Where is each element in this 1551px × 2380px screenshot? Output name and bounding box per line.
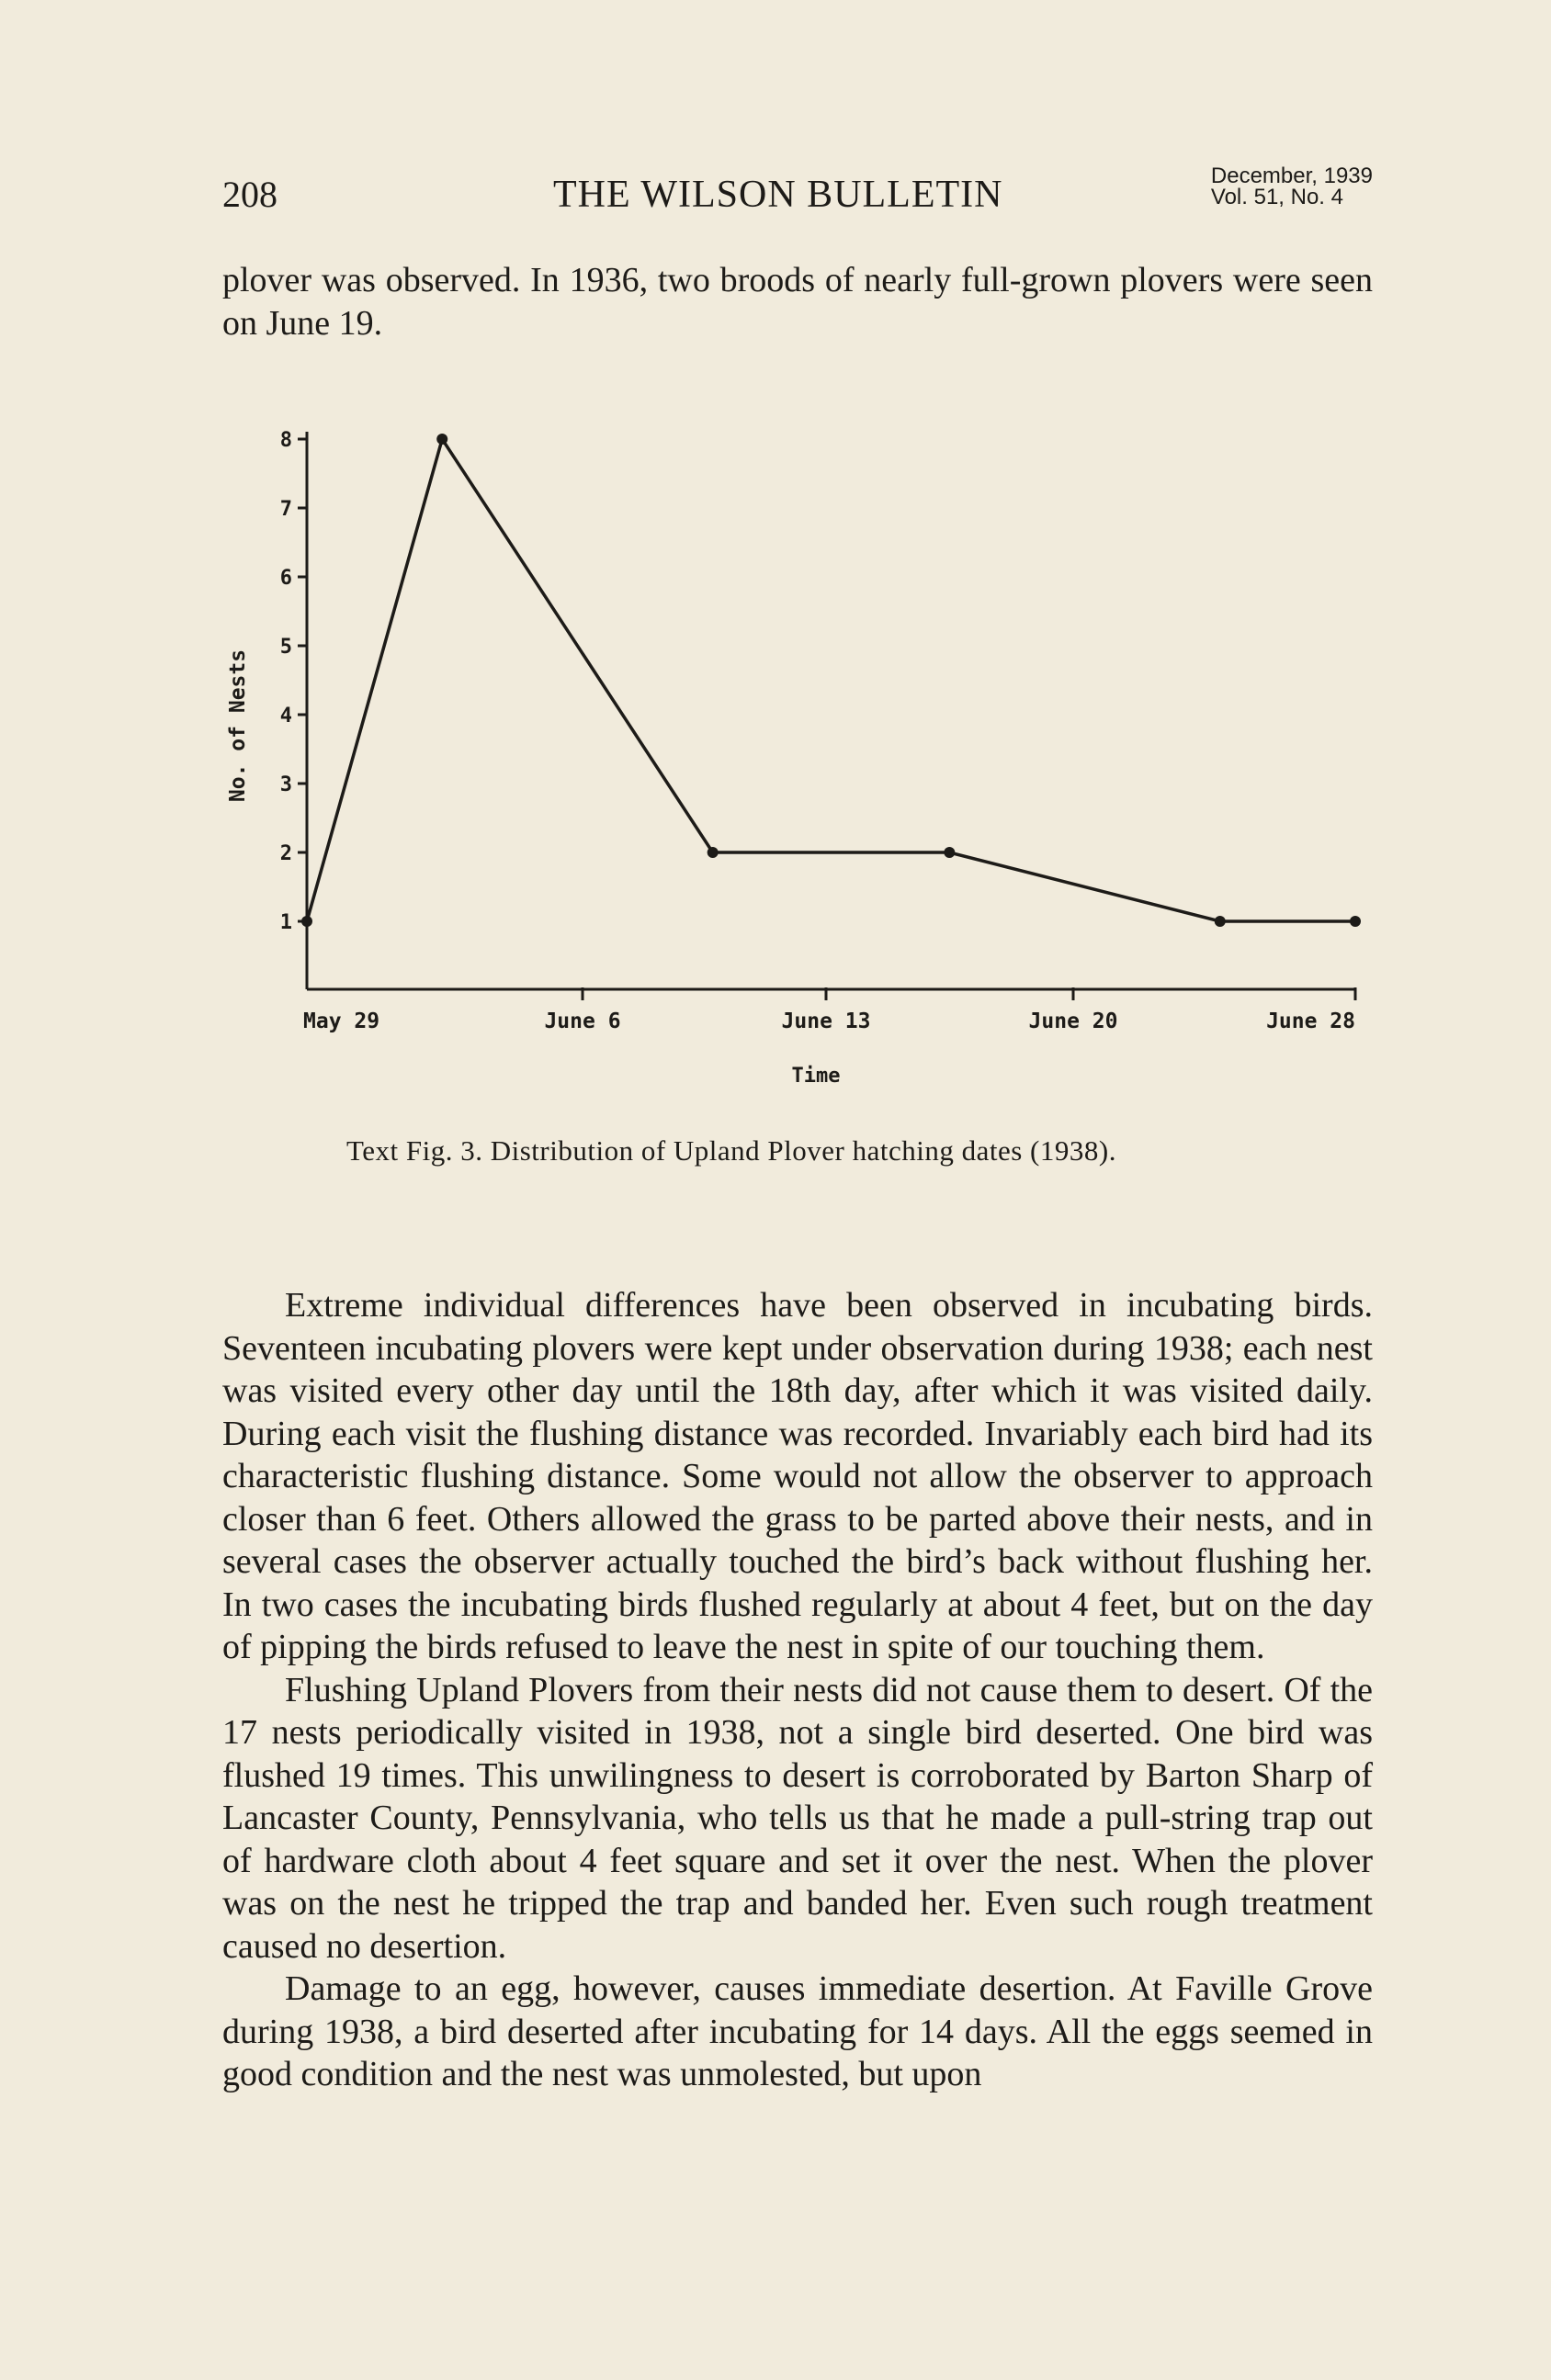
data-point — [436, 434, 447, 445]
y-tick-label: 2 — [279, 842, 292, 865]
data-point — [708, 847, 719, 858]
x-axis-label: Time — [791, 1065, 841, 1088]
y-tick-label: 1 — [279, 911, 292, 934]
intro-text: plover was observed. In 1936, two broods of nearly full-grown plovers were seen on June 19. — [222, 261, 1373, 343]
y-tick-label: 3 — [279, 773, 292, 796]
y-axis-label: No. of Nests — [226, 649, 250, 803]
data-point — [1215, 916, 1226, 927]
series-line — [307, 439, 1355, 921]
data-point — [944, 847, 955, 858]
x-tick-label: May 29 — [303, 1010, 380, 1033]
chart-canvas — [211, 413, 1406, 1111]
y-tick-label: 8 — [279, 429, 292, 452]
body-paragraph-1: Extreme individual differences have been observed in incubating birds. Seventeen incubating plovers were kept under observation during 1938; each nest was visited every other day until the 18th day, after which it was visited daily. During each visit the flushing distance was recorded. Invariably each bird had its characteristic flushing distance. Some would not allow the observer to approach closer than 6 feet. Others allowed the grass to be parted above their nests, and in several cases the observer actually touched the bird’s back without flushing her. In two cases the incubating birds flushed regularly at about 4 feet, but on the day of pipping the birds refused to leave the nest in spite of our touching them. — [222, 1286, 1373, 1666]
data-point — [301, 916, 312, 927]
y-tick-label: 4 — [279, 705, 292, 728]
issue-volume: Vol. 51, No. 4 — [1210, 185, 1343, 209]
body-text — [222, 1284, 1373, 2096]
hatching-chart — [211, 413, 1406, 1111]
page-header — [222, 165, 1373, 220]
x-tick-label: June 20 — [1028, 1010, 1118, 1033]
figure-caption: Text Fig. 3. Distribution of Upland Plover hatching dates (1938). — [346, 1134, 1116, 1167]
y-tick-label: 5 — [279, 636, 292, 659]
x-tick-label: June 6 — [544, 1010, 621, 1033]
y-tick-label: 7 — [279, 498, 292, 521]
journal-title: THE WILSON BULLETIN — [553, 174, 1003, 216]
x-tick-label: June 28 — [1266, 1010, 1355, 1033]
intro-paragraph — [222, 259, 1373, 344]
x-tick-label: June 13 — [781, 1010, 871, 1033]
issue-date: December, 1939 — [1210, 164, 1373, 188]
data-point — [1350, 916, 1361, 927]
body-paragraph-3: Damage to an egg, however, causes immediate desertion. At Faville Grove during 1938, a bird deserted after incubating for 14 days. All the eggs seemed in good condition and the nest was unmolested, but upon — [222, 1969, 1373, 2093]
page-number: 208 — [222, 174, 277, 215]
y-tick-label: 6 — [279, 567, 292, 590]
body-paragraph-2: Flushing Upland Plovers from their nests did not cause them to desert. Of the 17 nests periodically visited in 1938, not a single bird deserted. One bird was flushed 19 times. This unwilingness to desert is corroborated by Barton Sharp of Lancaster County, Pennsylvania, who tells us that he made a pull-string trap out of hardware cloth about 4 feet square and set it over the nest. When the plover was on the nest he tripped the trap and banded her. Even such rough treatment caused no desertion. — [222, 1670, 1373, 1966]
issue-info — [1211, 165, 1373, 208]
